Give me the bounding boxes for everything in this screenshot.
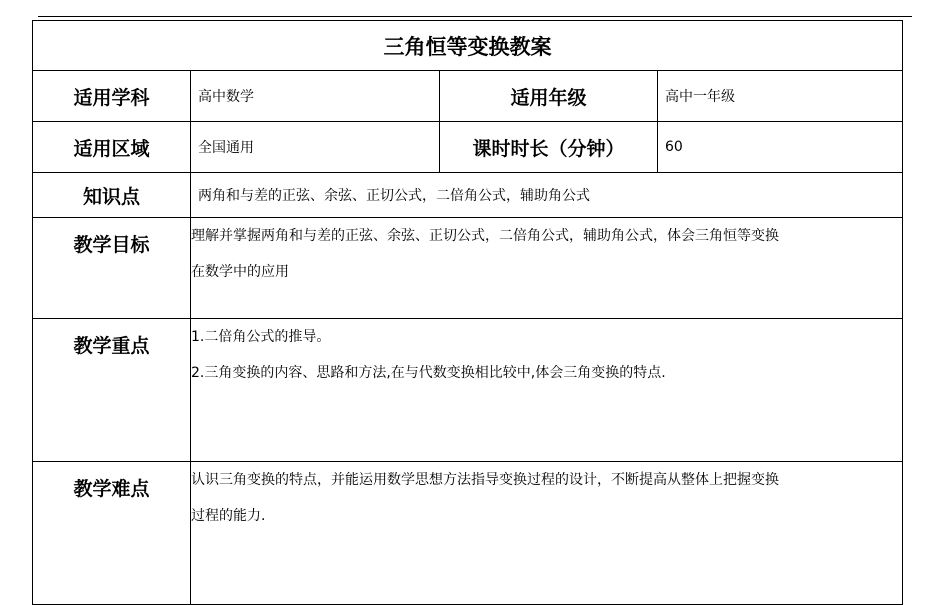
subject-value: 高中数学	[191, 71, 440, 122]
lesson-plan-table	[32, 20, 903, 605]
objective-value	[191, 218, 903, 319]
difficulty-line: 认识三角变换的特点，并能运用数学思想方法指导变换过程的设计，不断提高从整体上把握变换	[191, 472, 779, 488]
grade-label: 适用年级	[440, 71, 658, 122]
difficulties-value	[191, 462, 903, 605]
key-point-line: 1.二倍角公式的推导。	[191, 329, 331, 345]
region-label: 适用区域	[33, 122, 191, 173]
duration-label: 课时时长（分钟）	[440, 122, 658, 173]
subject-label: 适用学科	[33, 71, 191, 122]
key-points-value	[191, 319, 903, 462]
difficulty-line: 过程的能力.	[191, 508, 266, 524]
duration-value: 60	[658, 122, 903, 173]
knowledge-value: 两角和与差的正弦、余弦、正切公式，二倍角公式，辅助角公式	[191, 173, 903, 218]
difficulties-label: 教学难点	[33, 462, 191, 605]
document-title: 三角恒等变换教案	[33, 21, 903, 71]
region-value: 全国通用	[191, 122, 440, 173]
objective-label: 教学目标	[33, 218, 191, 319]
header-rule	[38, 16, 912, 17]
objective-line: 理解并掌握两角和与差的正弦、余弦、正切公式，二倍角公式，辅助角公式，体会三角恒等变换	[191, 228, 779, 244]
knowledge-label: 知识点	[33, 173, 191, 218]
grade-value: 高中一年级	[658, 71, 903, 122]
key-point-line: 2.三角变换的内容、思路和方法,在与代数变换相比较中,体会三角变换的特点.	[191, 365, 666, 381]
key-points-label: 教学重点	[33, 319, 191, 462]
objective-line: 在数学中的应用	[191, 264, 289, 280]
